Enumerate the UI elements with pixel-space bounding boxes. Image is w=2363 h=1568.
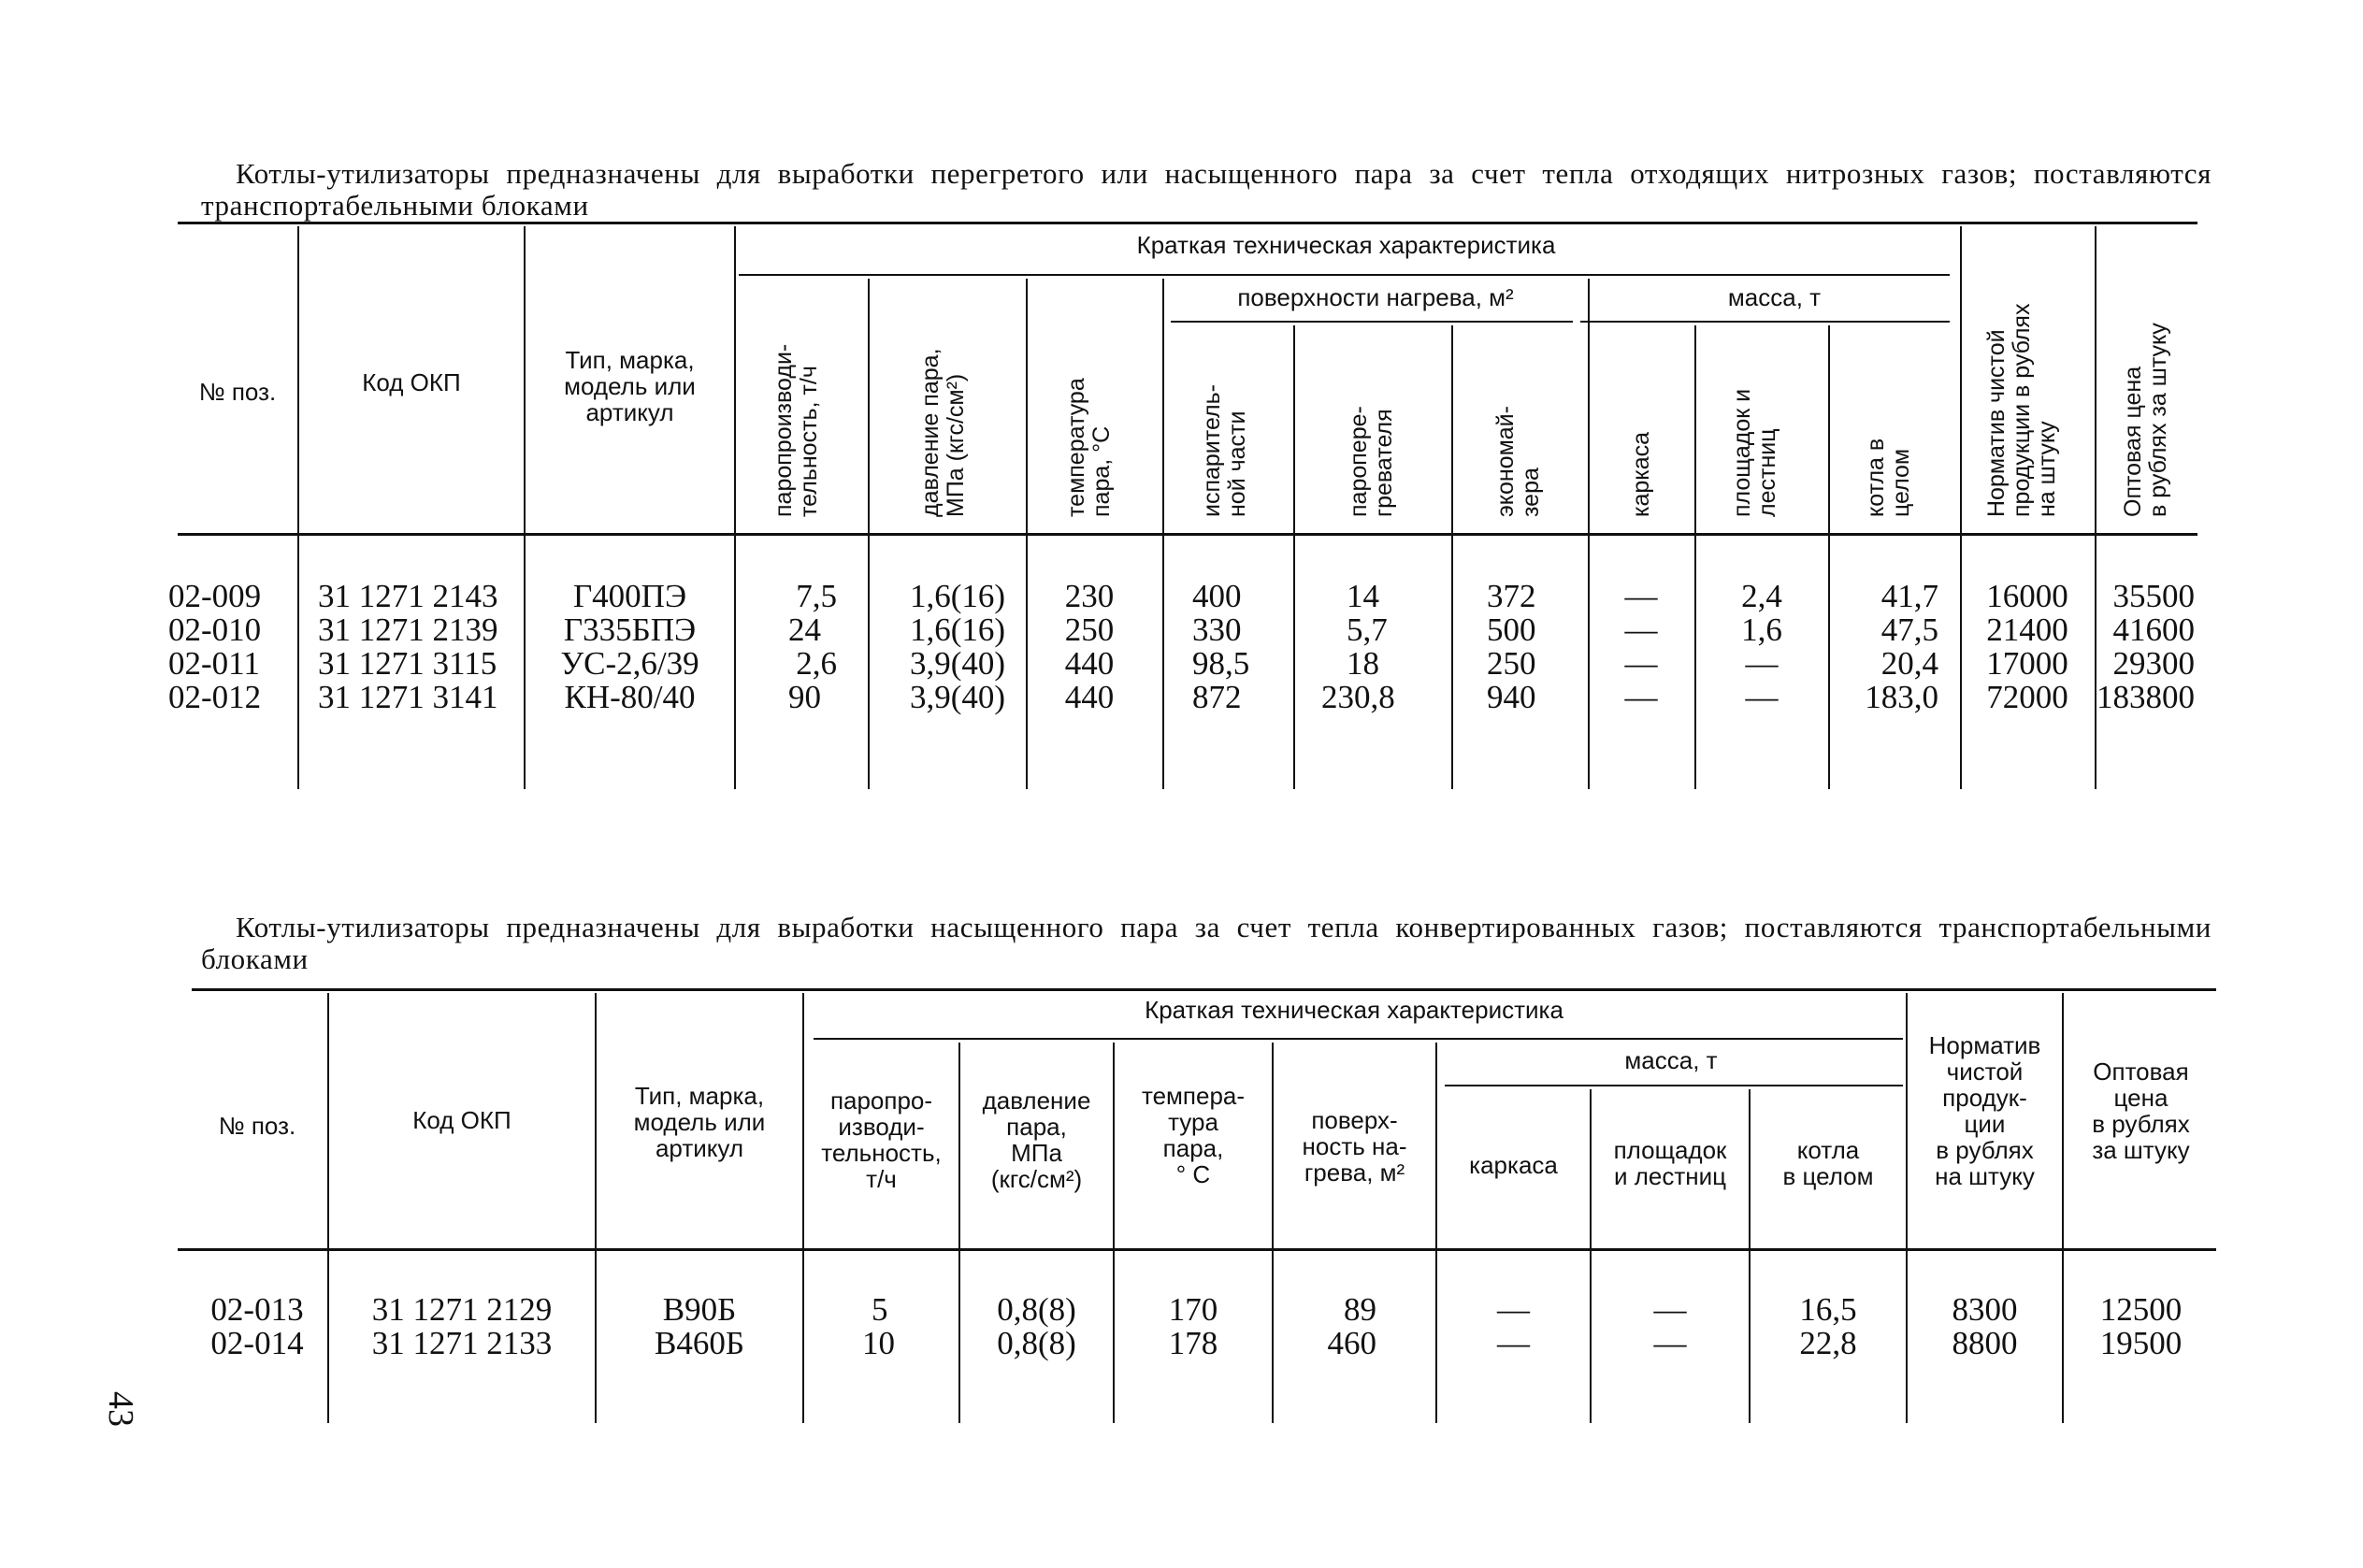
cell-boiler: 41,7 <box>1880 578 1938 614</box>
cell-price: 41600 <box>2112 611 2195 648</box>
header-okp: Код ОКП <box>362 368 461 396</box>
cell-superheater: 18 <box>1347 645 1379 682</box>
header-type: Тип, марка, модель или артикул <box>633 1082 766 1162</box>
cell-okp: 31 1271 2133 <box>371 1325 553 1361</box>
intro-paragraph-2: Котлы-утилизаторы предназначены для выработки насыщенного пара за счет тепла конвертированных газов; поставляются транспортабельными блоками <box>201 911 2212 975</box>
cell-price: 35500 <box>2112 578 2195 614</box>
header-steam-output: паропро- изводи- тельность, т/ч <box>821 1086 942 1193</box>
cell-pos: 02-013 <box>210 1291 304 1328</box>
cell-type: КН-80/40 <box>564 679 696 715</box>
header-brief-characteristics: Краткая техническая характеристика <box>1136 231 1556 259</box>
header-mass: масса, т <box>1727 283 1822 311</box>
cell-temp: 440 <box>1064 645 1115 682</box>
cell-pressure: 1,6(16) <box>909 611 1005 648</box>
cell-economizer: 250 <box>1487 645 1536 682</box>
cell-pressure: 0,8(8) <box>997 1325 1076 1361</box>
cell-norm: 8300 <box>1952 1291 2018 1328</box>
header-mass: масса, т <box>1624 1046 1718 1074</box>
header-okp: Код ОКП <box>412 1106 512 1134</box>
cell-okp: 31 1271 2139 <box>318 611 498 648</box>
cell-pos: 02-009 <box>168 578 262 614</box>
cell-norm: 72000 <box>1986 679 2068 715</box>
cell-temp: 170 <box>1168 1291 1218 1328</box>
cell-frame: — <box>1624 645 1658 682</box>
header-brief-characteristics: Краткая техническая характеристика <box>1145 996 1563 1024</box>
cell-evap: 872 <box>1192 679 1242 715</box>
cell-pos: 02-011 <box>168 645 260 682</box>
cell-boiler: 183,0 <box>1865 679 1938 715</box>
cell-pos: 02-014 <box>210 1325 304 1361</box>
cell-norm: 8800 <box>1952 1325 2018 1361</box>
cell-superheater: 14 <box>1347 578 1379 614</box>
cell-temp: 230 <box>1064 578 1115 614</box>
cell-platforms: — <box>1745 679 1779 715</box>
header-norm: Норматив чистой продукции в рублях на штуку <box>1983 303 2060 517</box>
cell-superheater: 230,8 <box>1321 679 1395 715</box>
cell-boiler: 20,4 <box>1880 645 1938 682</box>
cell-temp: 440 <box>1064 679 1115 715</box>
header-price: Оптовая цена в рублях за штуку <box>2092 1057 2190 1164</box>
header-superheater: паропере- гревателя <box>1346 406 1397 517</box>
cell-pressure: 1,6(16) <box>909 578 1005 614</box>
cell-steam: 10 <box>862 1325 895 1361</box>
cell-type: УС-2,6/39 <box>560 645 699 682</box>
cell-norm: 21400 <box>1986 611 2068 648</box>
header-temperature: темпера- тура пара, ° С <box>1141 1082 1246 1188</box>
header-heating-surface: поверх- ность на- грева, м² <box>1302 1106 1407 1187</box>
cell-price: 19500 <box>2099 1325 2183 1361</box>
cell-price: 12500 <box>2099 1291 2183 1328</box>
cell-pos: 02-012 <box>168 679 262 715</box>
header-temperature: температура пара, °С <box>1063 378 1115 517</box>
cell-frame: — <box>1497 1325 1530 1361</box>
cell-steam: 5 <box>872 1291 888 1328</box>
header-pressure: давление пара, МПа (кгс/см²) <box>917 348 969 517</box>
header-boiler-total: котла в целом <box>1863 438 1914 517</box>
header-economizer: экономай- зера <box>1492 406 1544 517</box>
cell-superheater: 5,7 <box>1347 611 1388 648</box>
cell-price: 29300 <box>2112 645 2195 682</box>
cell-pressure: 0,8(8) <box>997 1291 1076 1328</box>
header-price: Оптовая цена в рублях за штуку <box>2120 323 2171 517</box>
cell-steam: 7,5 <box>796 578 837 614</box>
cell-okp: 31 1271 2143 <box>318 578 498 614</box>
header-heating-surfaces: поверхности нагрева, м² <box>1237 283 1514 311</box>
cell-frame: — <box>1497 1291 1530 1328</box>
cell-evap: 400 <box>1192 578 1242 614</box>
cell-temp: 250 <box>1064 611 1115 648</box>
cell-pressure: 3,9(40) <box>909 679 1005 715</box>
cell-evap: 98,5 <box>1192 645 1250 682</box>
cell-okp: 31 1271 3115 <box>318 645 497 682</box>
header-platforms: площадок и лестниц <box>1613 1136 1727 1190</box>
cell-platforms: — <box>1653 1325 1687 1361</box>
cell-boiler: 22,8 <box>1799 1325 1857 1361</box>
header-evaporator: испаритель- ной части <box>1199 384 1250 517</box>
cell-platforms: — <box>1745 645 1779 682</box>
header-platforms: площадок и лестниц <box>1729 388 1780 517</box>
header-norm: Норматив чистой продук- ции в рублях на штуку <box>1928 1031 2041 1190</box>
header-frame: каркаса <box>1628 431 1654 517</box>
cell-platforms: 2,4 <box>1741 578 1782 614</box>
cell-economizer: 500 <box>1487 611 1536 648</box>
header-pos: № поз. <box>218 1112 296 1140</box>
header-steam-output: паропроизводи- тельность, т/ч <box>771 343 822 517</box>
cell-evap: 330 <box>1192 611 1242 648</box>
intro-paragraph-1: Котлы-утилизаторы предназначены для выработки перегретого или насыщенного пара за счет тепла отходящих нитрозных газов; поставляются транспортабельными блоками <box>201 157 2212 222</box>
cell-type: Г400ПЭ <box>572 578 687 614</box>
cell-temp: 178 <box>1168 1325 1218 1361</box>
header-pos: № поз. <box>198 378 277 406</box>
cell-norm: 17000 <box>1986 645 2068 682</box>
page-number: 43 <box>101 1391 140 1427</box>
cell-pressure: 3,9(40) <box>909 645 1005 682</box>
cell-economizer: 940 <box>1487 679 1536 715</box>
cell-surface: 89 <box>1344 1291 1376 1328</box>
cell-frame: — <box>1624 578 1658 614</box>
cell-steam: 90 <box>788 679 821 715</box>
cell-steam: 24 <box>788 611 821 648</box>
cell-type: В460Б <box>655 1325 744 1361</box>
cell-frame: — <box>1624 611 1658 648</box>
cell-boiler: 16,5 <box>1799 1291 1857 1328</box>
cell-steam: 2,6 <box>796 645 837 682</box>
cell-pos: 02-010 <box>168 611 262 648</box>
cell-platforms: 1,6 <box>1741 611 1782 648</box>
cell-frame: — <box>1624 679 1658 715</box>
cell-type: В90Б <box>662 1291 737 1328</box>
header-type: Тип, марка, модель или артикул <box>564 346 696 426</box>
cell-boiler: 47,5 <box>1880 611 1938 648</box>
cell-economizer: 372 <box>1487 578 1536 614</box>
header-frame: каркаса <box>1469 1151 1558 1179</box>
header-boiler-total: котла в целом <box>1782 1136 1874 1190</box>
header-pressure: давление пара, МПа (кгс/см²) <box>982 1086 1091 1193</box>
cell-okp: 31 1271 3141 <box>318 679 498 715</box>
cell-okp: 31 1271 2129 <box>371 1291 553 1328</box>
cell-price: 183800 <box>2096 679 2195 715</box>
cell-norm: 16000 <box>1986 578 2068 614</box>
cell-surface: 460 <box>1327 1325 1376 1361</box>
cell-platforms: — <box>1653 1291 1687 1328</box>
cell-type: Г335БПЭ <box>563 611 697 648</box>
